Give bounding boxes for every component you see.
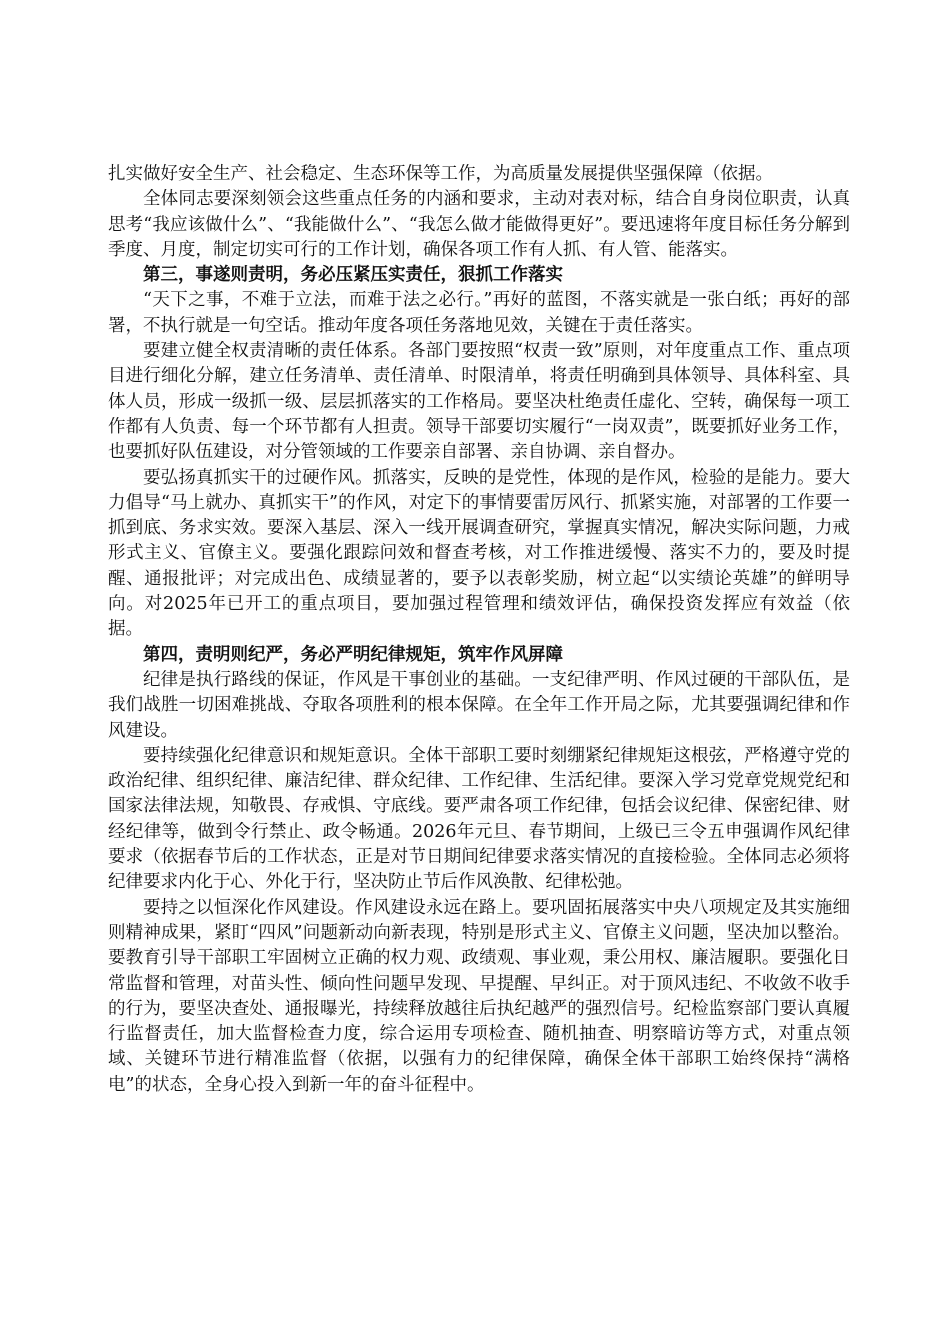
- paragraph-discipline-intro: 纪律是执行路线的保证，作风是干事创业的基础。一支纪律严明、作风过硬的干部队伍，是我们战胜一切困难挑战、夺取各项胜利的根本保障。在全年工作开局之际，尤其要强调纪律和作风建设。: [108, 669, 850, 741]
- paragraph-continuation: 扎实做好安全生产、社会稳定、生态环保等工作，为高质量发展提供坚强保障（依据。: [108, 164, 773, 184]
- paragraph-quote-implementation: “天下之事，不难于立法，而难于法之必行。”再好的蓝图，不落实就是一张白纸；再好的部署，不执行就是一句空话。推动年度各项任务落地见效，关键在于责任落实。: [108, 290, 850, 336]
- section-heading-fourth: 第四，责明则纪严，务必严明纪律规矩，筑牢作风屏障: [143, 644, 563, 665]
- paragraph-tasks-understanding: 全体同志要深刻领会这些重点任务的内涵和要求，主动对表对标，结合自身岗位职责，认真思考“我应该做什么”、“我能做什么”、“我怎么做才能做得更好”。要迅速将年度目标任务分解到季度、月度，制定切实可行的工作计划，确保各项工作有人抓、有人管、能落实。: [108, 189, 850, 260]
- section-heading-third: 第三，事遂则责明，务必压紧压实责任，狠抓工作落实: [143, 265, 563, 286]
- paragraph-style-building: 要持之以恒深化作风建设。作风建设永远在路上。要巩固拓展落实中央八项规定及其实施细则精神成果，紧盯“四风”问题新动向新表现，特别是形式主义、官僚主义问题，坚决加以整治。要教育引导干部职工牢固树立正确的权力观、政绩观、事业观，秉公用权、廉洁履职。要强化日常监督和管理，对苗头性、倾向性问题早发现、早提醒、早纠正。对于顶风违纪、不收敛不收手的行为，要坚决查处、通报曝光，持续释放越往后执纪越严的强烈信号。纪检监察部门要认真履行监督责任，加大监督检查力度，综合运用专项检查、随机抽查、明察暗访等方式，对重点领域、关键环节进行精准监督（依据，以强有力的纪律保障，确保全体干部职工始终保持“满格电”的状态，全身心投入到新一年的奋斗征程中。: [108, 897, 850, 1095]
- paragraph-work-style: 要弘扬真抓实干的过硬作风。抓落实，反映的是党性，体现的是作风，检验的是能力。要大力倡导“马上就办、真抓实干”的作风，对定下的事情要雷厉风行、抓紧实施，对部署的工作要一抓到底、务求实效。要深入基层、深入一线开展调查研究，掌握真实情况，解决实际问题，力戒形式主义、官僚主义。要强化跟踪问效和督查考核，对工作推进缓慢、落实不力的，要及时提醒、通报批评；对完成出色、成绩显著的，要予以表彰奖励，树立起“以实绩论英雄”的鲜明导向。对2025年已开工的重点项目，要加强过程管理和绩效评估，确保投资发挥应有效益（依据。: [108, 467, 850, 640]
- paragraph-responsibility-system: 要建立健全权责清晰的责任体系。各部门要按照“权责一致”原则，对年度重点工作、重点项目进行细化分解，建立任务清单、责任清单、时限清单，将责任明确到具体领导、具体科室、具体人员，形成一级抓一级、层层抓落实的工作格局。要坚决杜绝责任虚化、空转，确保每一项工作都有人负责、每一个环节都有人担责。领导干部要切实履行“一岗双责”，既要抓好业务工作，也要抓好队伍建设，对分管领域的工作要亲自部署、亲自协调、亲自督办。: [108, 341, 850, 463]
- paragraph-discipline-awareness: 要持续强化纪律意识和规矩意识。全体干部职工要时刻绷紧纪律规矩这根弦，严格遵守党的政治纪律、组织纪律、廉洁纪律、群众纪律、工作纪律、生活纪律。要深入学习党章党规党纪和国家法律法规，知敬畏、存戒惧、守底线。要严肃各项工作纪律，包括会议纪律、保密纪律、财经纪律等，做到令行禁止、政令畅通。2026年元旦、春节期间，上级已三令五申强调作风纪律要求（依据春节后的工作状态，正是对节日期间纪律要求落实情况的直接检验。全体同志必须将纪律要求内化于心、外化于行，坚决防止节后作风涣散、纪律松弛。: [108, 745, 850, 893]
- document-body: [108, 162, 850, 1098]
